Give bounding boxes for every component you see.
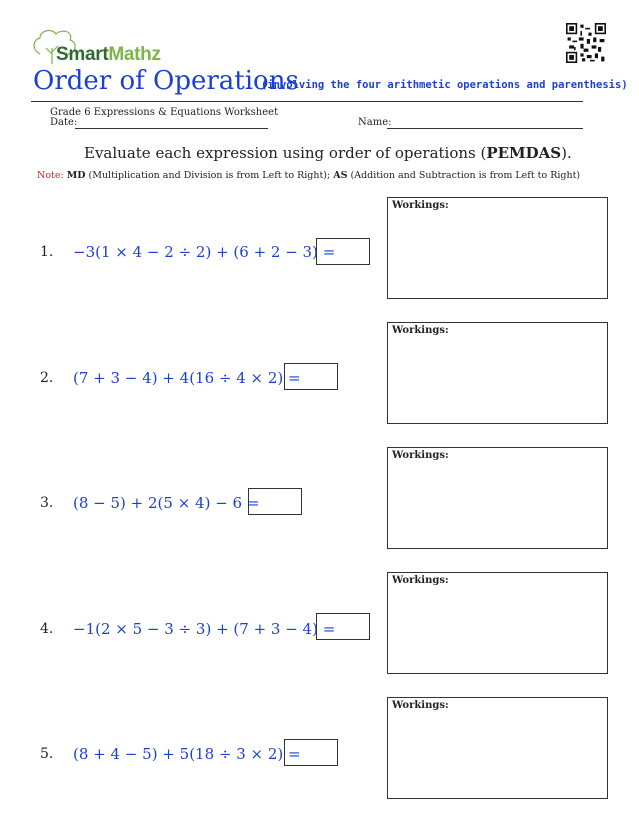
logo-text: SmartMathz <box>56 44 161 65</box>
answer-box[interactable] <box>316 238 370 265</box>
answer-box[interactable] <box>284 363 338 390</box>
page-title: Order of Operations <box>33 66 299 96</box>
problem-number: 2. <box>40 370 54 386</box>
workings-label: Workings: <box>392 200 449 211</box>
page-subtitle: (involving the four arithmetic operations and parenthesis) <box>261 79 628 91</box>
problem-expression: (7 + 3 − 4) + 4(16 ÷ 4 × 2) = <box>73 369 301 387</box>
title-divider <box>31 101 583 102</box>
note: Note: MD (Multiplication and Division is from Left to Right); AS (Addition and Subtraction is from Left to Right) <box>37 170 581 181</box>
problem-number: 1. <box>40 244 54 260</box>
instructions: Evaluate each expression using order of operations (PEMDAS). <box>84 144 572 162</box>
problem-number: 5. <box>40 746 54 762</box>
problem-expression: (8 − 5) + 2(5 × 4) − 6 = <box>73 494 260 512</box>
problem-expression: −3(1 × 4 − 2 ÷ 2) + (6 + 2 − 3) = <box>73 243 336 261</box>
problem-expression: (8 + 4 − 5) + 5(18 ÷ 3 × 2) = <box>73 745 301 763</box>
workings-label: Workings: <box>392 575 449 586</box>
answer-box[interactable] <box>284 739 338 766</box>
name-field[interactable] <box>387 128 583 129</box>
workings-box[interactable] <box>387 447 608 549</box>
qr-code-icon <box>566 23 606 63</box>
worksheet-grade: Grade 6 Expressions & Equations Worksheet <box>50 107 279 118</box>
workings-label: Workings: <box>392 325 449 336</box>
workings-box[interactable] <box>387 322 608 424</box>
date-label: Date: <box>50 117 78 128</box>
workings-label: Workings: <box>392 450 449 461</box>
name-label: Name: <box>358 117 392 128</box>
answer-box[interactable] <box>248 488 302 515</box>
problem-number: 4. <box>40 621 54 637</box>
answer-box[interactable] <box>316 613 370 640</box>
problem-expression: −1(2 × 5 − 3 ÷ 3) + (7 + 3 − 4) = <box>73 620 336 638</box>
workings-label: Workings: <box>392 700 449 711</box>
workings-box[interactable] <box>387 197 608 299</box>
problem-number: 3. <box>40 495 54 511</box>
workings-box[interactable] <box>387 697 608 799</box>
date-field[interactable] <box>75 128 268 129</box>
workings-box[interactable] <box>387 572 608 674</box>
